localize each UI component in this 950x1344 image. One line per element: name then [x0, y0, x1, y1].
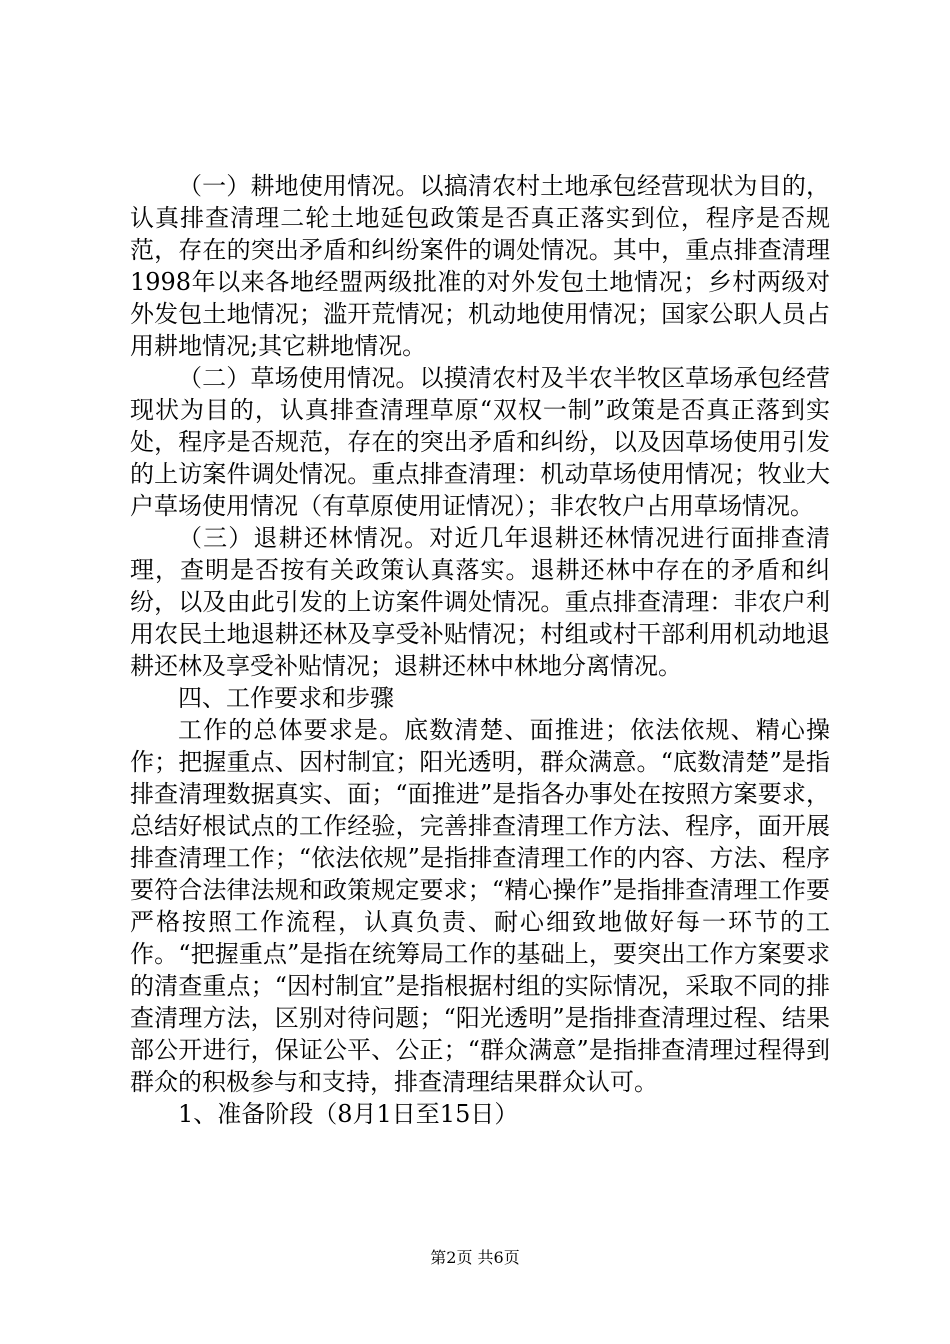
paragraph-reforestation: （三）退耕还林情况。对近几年退耕还林情况进行面排查清理，查明是否按有关政策认真落实。退耕还林中存在的矛盾和纠纷，以及由此引发的上访案件调处情况。重点排查清理：非农户利用农民土地退耕还林及享受补贴情况；村组或村干部利用机动地退耕还林及享受补贴情况；退耕还林中林地分离情况。 [130, 524, 830, 680]
page-number-footer: 第2页 共6页 [430, 1248, 520, 1267]
paragraph-grassland-use: （二）草场使用情况。以摸清农村及半农半牧区草场承包经营现状为目的，认真排查清理草原“双权一制”政策是否真正落到实处，程序是否规范，存在的突出矛盾和纠纷，以及因草场使用引发的上访案件调处情况。重点排查清理：机动草场使用情况；牧业大户草场使用情况（有草原使用证情况）；非农牧户占用草场情况。 [130, 364, 830, 520]
document-body [130, 170, 830, 1130]
paragraph-farmland-use: （一）耕地使用情况。以搞清农村土地承包经营现状为目的，认真排查清理二轮土地延包政策是否真正落实到位，程序是否规范，存在的突出矛盾和纠纷案件的调处情况。其中，重点排查清理1998年以来各地经盟两级批准的对外发包土地情况；乡村两级对外发包土地情况；滥开荒情况；机动地使用情况；国家公职人员占用耕地情况;其它耕地情况。 [130, 172, 830, 360]
section-heading-requirements: 四、工作要求和步骤 [178, 684, 394, 712]
paragraph-requirements: 工作的总体要求是。底数清楚、面推进；依法依规、精心操作；把握重点、因村制宜；阳光透明，群众满意。“底数清楚”是指排查清理数据真实、面；“面推进”是指各办事处在按照方案要求，总结好根试点的工作经验，完善排查清理工作方法、程序，面开展排查清理工作；“依法依规”是指排查清理工作的内容、方法、程序要符合法律法规和政策规定要求；“精心操作”是指排查清理工作要严格按照工作流程，认真负责、耐心细致地做好每一环节的工作。“把握重点”是指在统筹局工作的基础上，要突出工作方案要求的清查重点；“因村制宜”是指根据村组的实际情况，采取不同的排查清理方法，区别对待问题；“阳光透明”是指排查清理过程、结果部公开进行，保证公平、公正；“群众满意”是指排查清理过程得到群众的积极参与和支持，排查清理结果群众认可。 [130, 716, 830, 1096]
stage-heading-preparation: 1、准备阶段（8月1日至15日） [178, 1100, 519, 1128]
